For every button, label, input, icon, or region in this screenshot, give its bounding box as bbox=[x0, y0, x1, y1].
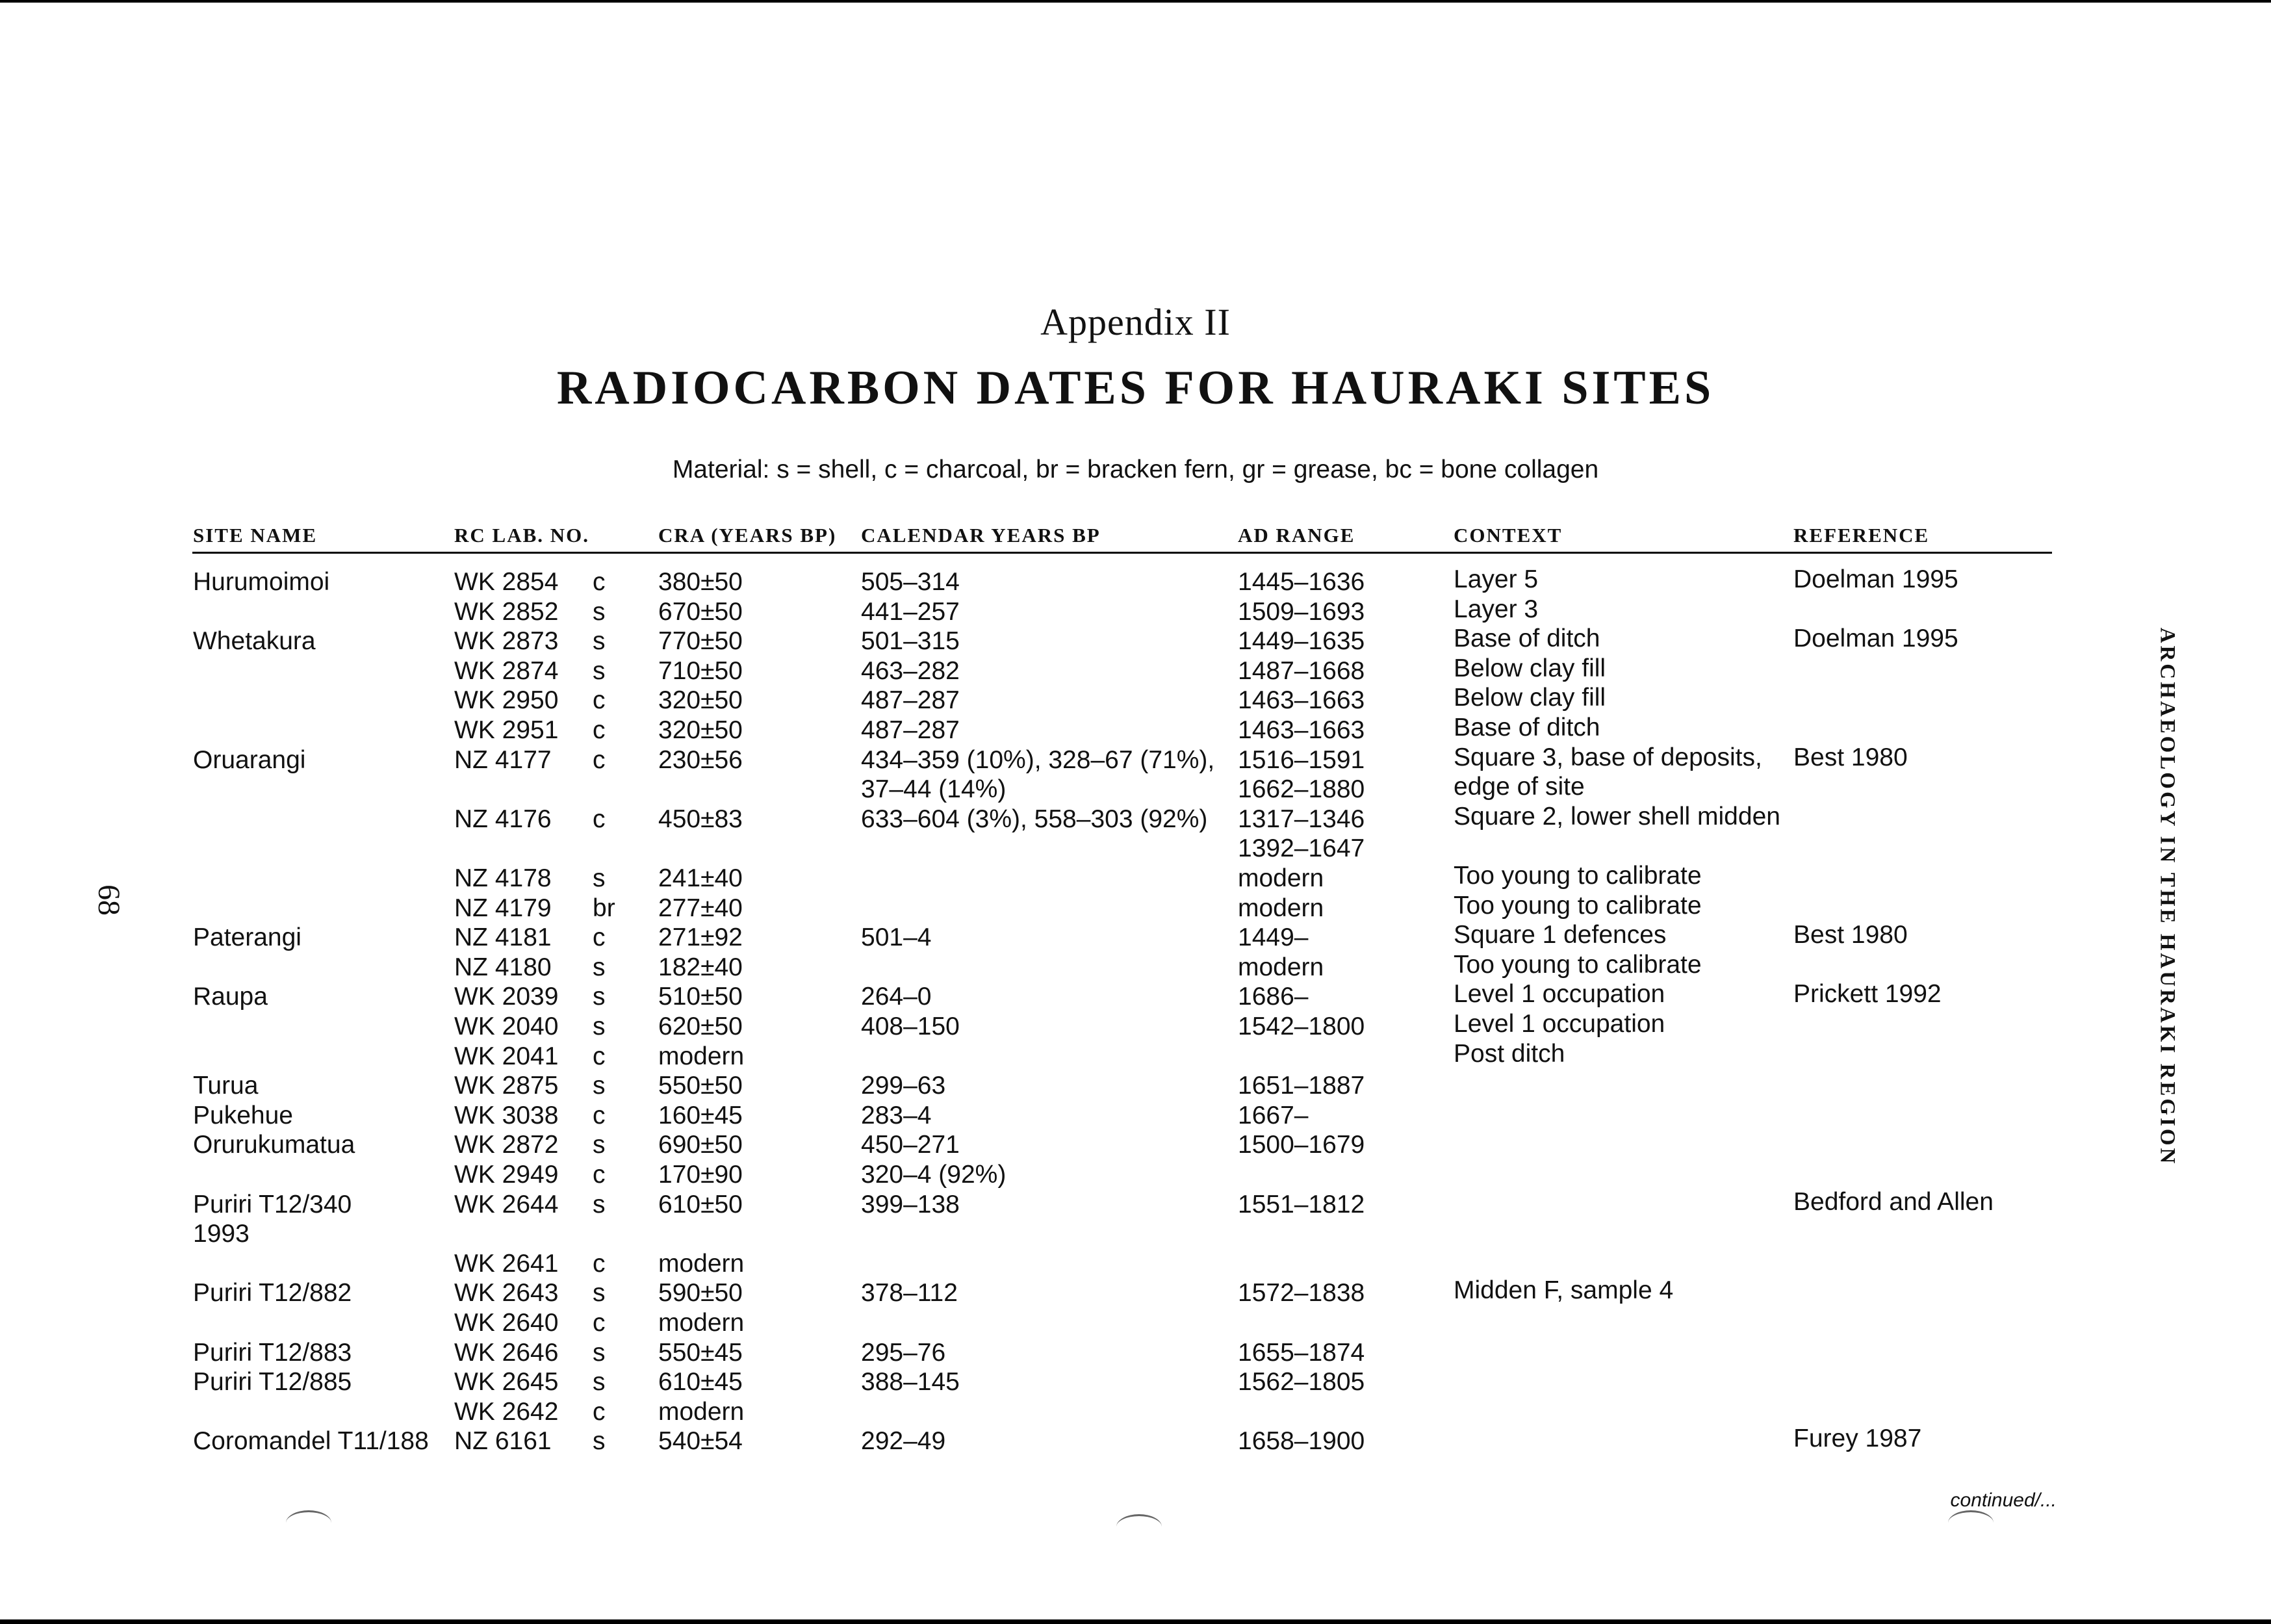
ad-range-cell: 1516–1591 bbox=[1238, 746, 1365, 774]
page-title: RADIOCARBON DATES FOR HAURAKI SITES bbox=[556, 361, 1715, 415]
site-name-cell: Orurukumatua bbox=[193, 1131, 355, 1159]
ad-range-cell: 1572–1838 bbox=[1238, 1279, 1365, 1307]
ad-range-cell: 1509–1693 bbox=[1238, 598, 1365, 626]
rc-lab-no-cell: WK 2643 bbox=[454, 1279, 559, 1307]
cra-cell: 450±83 bbox=[658, 805, 743, 833]
top-edge-rule bbox=[0, 0, 2271, 3]
rc-lab-no-cell: WK 2642 bbox=[454, 1398, 559, 1426]
calendar-years-cell: 283–4 bbox=[861, 1102, 932, 1129]
cra-cell: 160±45 bbox=[658, 1102, 743, 1129]
cra-cell: 380±50 bbox=[658, 568, 743, 596]
registration-mark bbox=[286, 1510, 331, 1536]
site-name-cell: Raupa bbox=[193, 983, 268, 1011]
cra-cell: 550±45 bbox=[658, 1339, 743, 1367]
rc-lab-no-cell: WK 2875 bbox=[454, 1072, 559, 1100]
continued-note: continued/... bbox=[1950, 1489, 2057, 1511]
column-header-site-name: SITE NAME bbox=[193, 524, 318, 547]
column-header-cra: CRA (YEARS BP) bbox=[658, 524, 837, 547]
rc-lab-no-cell: NZ 4177 bbox=[454, 746, 552, 774]
calendar-years-cell: 501–4 bbox=[861, 923, 932, 951]
cra-cell: 550±50 bbox=[658, 1072, 743, 1100]
calendar-years-cell: 463–282 bbox=[861, 657, 960, 685]
rc-lab-no-cell: WK 2039 bbox=[454, 983, 559, 1011]
rc-lab-no-cell: WK 2646 bbox=[454, 1339, 559, 1367]
calendar-years-cell: 292–49 bbox=[861, 1427, 946, 1455]
calendar-years-cell: 633–604 (3%), 558–303 (92%) bbox=[861, 805, 1208, 833]
material-cell: s bbox=[593, 953, 606, 981]
context-cell: Base of ditch bbox=[1454, 625, 1600, 652]
material-cell: c bbox=[593, 1102, 606, 1129]
cra-cell: 271±92 bbox=[658, 923, 743, 951]
material-cell: c bbox=[593, 686, 606, 714]
appendix-label: Appendix II bbox=[1040, 301, 1231, 343]
site-name-cell: Pukehue bbox=[193, 1102, 293, 1129]
material-cell: c bbox=[593, 805, 606, 833]
calendar-years-cell: 399–138 bbox=[861, 1191, 960, 1218]
rc-lab-no-cell: NZ 4178 bbox=[454, 864, 552, 892]
rc-lab-no-cell: WK 2951 bbox=[454, 716, 559, 744]
ad-range-cell: 1449– bbox=[1238, 923, 1309, 951]
material-cell: c bbox=[593, 1309, 606, 1337]
calendar-years-cell: 295–76 bbox=[861, 1339, 946, 1367]
running-head: ARCHAEOLOGY IN THE HAURAKI REGION bbox=[2155, 627, 2179, 1166]
material-cell: c bbox=[593, 568, 606, 596]
calendar-years-cell: 378–112 bbox=[861, 1279, 958, 1307]
material-cell: s bbox=[593, 1131, 606, 1159]
ad-range-cell: modern bbox=[1238, 953, 1324, 981]
material-cell: s bbox=[593, 1368, 606, 1396]
ad-range-cell: 1463–1663 bbox=[1238, 686, 1365, 714]
rc-lab-no-cell: WK 2852 bbox=[454, 598, 559, 626]
context-cell: Base of ditch bbox=[1454, 714, 1600, 741]
cra-cell: modern bbox=[658, 1309, 745, 1337]
column-header-rc-lab-no: RC LAB. NO. bbox=[454, 524, 590, 547]
rc-lab-no-cell: NZ 4179 bbox=[454, 894, 552, 922]
reference-cell: Doelman 1995 bbox=[1793, 625, 1958, 652]
ad-range-cell: 1551–1812 bbox=[1238, 1191, 1365, 1218]
column-header-context: CONTEXT bbox=[1454, 524, 1563, 547]
column-header-ad-range: AD RANGE bbox=[1238, 524, 1355, 547]
cra-cell: 610±45 bbox=[658, 1368, 743, 1396]
context-cell: Square 3, base of deposits, bbox=[1454, 743, 1762, 771]
material-cell: c bbox=[593, 716, 606, 744]
site-name-cell: Paterangi bbox=[193, 923, 302, 951]
reference-cell: Bedford and Allen bbox=[1793, 1188, 1994, 1216]
ad-range-cell: modern bbox=[1238, 864, 1324, 892]
cra-cell: 770±50 bbox=[658, 627, 743, 655]
material-cell: c bbox=[593, 1398, 606, 1426]
registration-mark bbox=[1948, 1510, 1994, 1536]
reference-cell: Furey 1987 bbox=[1793, 1424, 1922, 1452]
site-name-cell: Oruarangi bbox=[193, 746, 306, 774]
calendar-years-cell: 434–359 (10%), 328–67 (71%), bbox=[861, 746, 1215, 774]
ad-range-cell: 1500–1679 bbox=[1238, 1131, 1365, 1159]
reference-cell: Doelman 1995 bbox=[1793, 565, 1958, 593]
context-cell: Layer 5 bbox=[1454, 565, 1539, 593]
cra-cell: 277±40 bbox=[658, 894, 743, 922]
ad-range-cell: 1686– bbox=[1238, 983, 1309, 1011]
context-cell: Too young to calibrate bbox=[1454, 892, 1702, 920]
rc-lab-no-cell: WK 2854 bbox=[454, 568, 559, 596]
calendar-years-cell: 264–0 bbox=[861, 983, 932, 1011]
calendar-years-cell: 505–314 bbox=[861, 568, 960, 596]
reference-cell: Best 1980 bbox=[1793, 921, 1908, 949]
material-cell: s bbox=[593, 1072, 606, 1100]
context-cell: Too young to calibrate bbox=[1454, 951, 1702, 979]
calendar-years-cell: 450–271 bbox=[861, 1131, 960, 1159]
calendar-years-cell: 408–150 bbox=[861, 1012, 960, 1040]
material-cell: c bbox=[593, 1250, 606, 1278]
context-cell: Layer 3 bbox=[1454, 595, 1539, 623]
ad-range-cell: 1667– bbox=[1238, 1102, 1309, 1129]
material-cell: s bbox=[593, 1191, 606, 1218]
site-name-cell: Puriri T12/340 bbox=[193, 1191, 352, 1218]
rc-lab-no-cell: WK 2645 bbox=[454, 1368, 559, 1396]
site-name-cell: Coromandel T11/188 bbox=[193, 1427, 429, 1455]
material-cell: s bbox=[593, 1339, 606, 1367]
site-name-cell: Hurumoimoi bbox=[193, 568, 330, 596]
material-cell: c bbox=[593, 746, 606, 774]
material-cell: s bbox=[593, 598, 606, 626]
reference-cell: Prickett 1992 bbox=[1793, 980, 1942, 1008]
context-cell: Square 2, lower shell midden bbox=[1454, 803, 1780, 831]
rc-lab-no-cell: WK 2640 bbox=[454, 1309, 559, 1337]
site-name-cell: Puriri T12/883 bbox=[193, 1339, 352, 1367]
site-name-cell: Turua bbox=[193, 1072, 259, 1100]
cra-cell: 241±40 bbox=[658, 864, 743, 892]
calendar-years-cell: 487–287 bbox=[861, 716, 960, 744]
ad-range-cell: 1317–1346 bbox=[1238, 805, 1365, 833]
calendar-years-cell: 388–145 bbox=[861, 1368, 960, 1396]
rc-lab-no-cell: WK 2874 bbox=[454, 657, 559, 685]
material-cell: s bbox=[593, 983, 606, 1011]
material-cell: br bbox=[593, 894, 615, 922]
calendar-years-cell: 501–315 bbox=[861, 627, 960, 655]
rc-lab-no-cell: WK 2950 bbox=[454, 686, 559, 714]
material-cell: c bbox=[593, 923, 606, 951]
calendar-years-cell: 299–63 bbox=[861, 1072, 946, 1100]
bottom-edge-rule bbox=[0, 1619, 2271, 1624]
context-cell: Level 1 occupation bbox=[1454, 1010, 1665, 1038]
header-rule bbox=[192, 552, 2052, 554]
context-cell: Too young to calibrate bbox=[1454, 862, 1702, 890]
calendar-years-cell: 487–287 bbox=[861, 686, 960, 714]
ad-range-cell: 1487–1668 bbox=[1238, 657, 1365, 685]
material-cell: s bbox=[593, 1012, 606, 1040]
rc-lab-no-cell: NZ 4181 bbox=[454, 923, 552, 951]
rc-lab-no-cell: WK 2041 bbox=[454, 1042, 559, 1070]
material-cell: c bbox=[593, 1161, 606, 1189]
rc-lab-no-cell: NZ 4180 bbox=[454, 953, 552, 981]
ad-range-cell: 1662–1880 bbox=[1238, 775, 1365, 803]
context-cell: Below clay fill bbox=[1454, 684, 1606, 712]
cra-cell: modern bbox=[658, 1042, 745, 1070]
rc-lab-no-cell: WK 2040 bbox=[454, 1012, 559, 1040]
page-number: 68 bbox=[92, 884, 126, 916]
rc-lab-no-cell: WK 2644 bbox=[454, 1191, 559, 1218]
ad-range-cell: modern bbox=[1238, 894, 1324, 922]
cra-cell: 510±50 bbox=[658, 983, 743, 1011]
cra-cell: 170±90 bbox=[658, 1161, 743, 1189]
cra-cell: 540±54 bbox=[658, 1427, 743, 1455]
ad-range-cell: 1542–1800 bbox=[1238, 1012, 1365, 1040]
ad-range-cell: 1655–1874 bbox=[1238, 1339, 1365, 1367]
column-header-calendar-years: CALENDAR YEARS BP bbox=[861, 524, 1101, 547]
rc-lab-no-cell: WK 2873 bbox=[454, 627, 559, 655]
cra-cell: 620±50 bbox=[658, 1012, 743, 1040]
context-cell: Post ditch bbox=[1454, 1040, 1565, 1068]
rc-lab-no-cell: WK 2872 bbox=[454, 1131, 559, 1159]
ad-range-cell: 1445–1636 bbox=[1238, 568, 1365, 596]
calendar-years-cell: 37–44 (14%) bbox=[861, 775, 1007, 803]
context-cell: Below clay fill bbox=[1454, 654, 1606, 682]
cra-cell: 320±50 bbox=[658, 716, 743, 744]
material-cell: c bbox=[593, 1042, 606, 1070]
material-key: Material: s = shell, c = charcoal, br = bracken fern, gr = grease, bc = bone collagen bbox=[672, 456, 1599, 483]
cra-cell: 670±50 bbox=[658, 598, 743, 626]
ad-range-cell: 1449–1635 bbox=[1238, 627, 1365, 655]
context-cell: Level 1 occupation bbox=[1454, 980, 1665, 1008]
site-name-cell: 1993 bbox=[193, 1220, 250, 1248]
cra-cell: modern bbox=[658, 1250, 745, 1278]
rc-lab-no-cell: NZ 6161 bbox=[454, 1427, 552, 1455]
cra-cell: modern bbox=[658, 1398, 745, 1426]
registration-mark bbox=[1116, 1514, 1162, 1540]
material-cell: s bbox=[593, 627, 606, 655]
material-cell: s bbox=[593, 657, 606, 685]
ad-range-cell: 1651–1887 bbox=[1238, 1072, 1365, 1100]
ad-range-cell: 1562–1805 bbox=[1238, 1368, 1365, 1396]
site-name-cell: Puriri T12/882 bbox=[193, 1279, 352, 1307]
cra-cell: 182±40 bbox=[658, 953, 743, 981]
rc-lab-no-cell: NZ 4176 bbox=[454, 805, 552, 833]
cra-cell: 690±50 bbox=[658, 1131, 743, 1159]
rc-lab-no-cell: WK 2641 bbox=[454, 1250, 559, 1278]
calendar-years-cell: 441–257 bbox=[861, 598, 960, 626]
material-cell: s bbox=[593, 1427, 606, 1455]
ad-range-cell: 1392–1647 bbox=[1238, 834, 1365, 862]
ad-range-cell: 1658–1900 bbox=[1238, 1427, 1365, 1455]
material-cell: s bbox=[593, 1279, 606, 1307]
site-name-cell: Puriri T12/885 bbox=[193, 1368, 352, 1396]
ad-range-cell: 1463–1663 bbox=[1238, 716, 1365, 744]
cra-cell: 320±50 bbox=[658, 686, 743, 714]
material-cell: s bbox=[593, 864, 606, 892]
site-name-cell: Whetakura bbox=[193, 627, 316, 655]
column-header-reference: REFERENCE bbox=[1793, 524, 1930, 547]
cra-cell: 710±50 bbox=[658, 657, 743, 685]
context-cell: Square 1 defences bbox=[1454, 921, 1667, 949]
cra-cell: 230±56 bbox=[658, 746, 743, 774]
cra-cell: 610±50 bbox=[658, 1191, 743, 1218]
reference-cell: Best 1980 bbox=[1793, 743, 1908, 771]
rc-lab-no-cell: WK 3038 bbox=[454, 1102, 559, 1129]
cra-cell: 590±50 bbox=[658, 1279, 743, 1307]
rc-lab-no-cell: WK 2949 bbox=[454, 1161, 559, 1189]
calendar-years-cell: 320–4 (92%) bbox=[861, 1161, 1007, 1189]
context-cell: Midden F, sample 4 bbox=[1454, 1276, 1674, 1304]
context-cell: edge of site bbox=[1454, 773, 1585, 801]
